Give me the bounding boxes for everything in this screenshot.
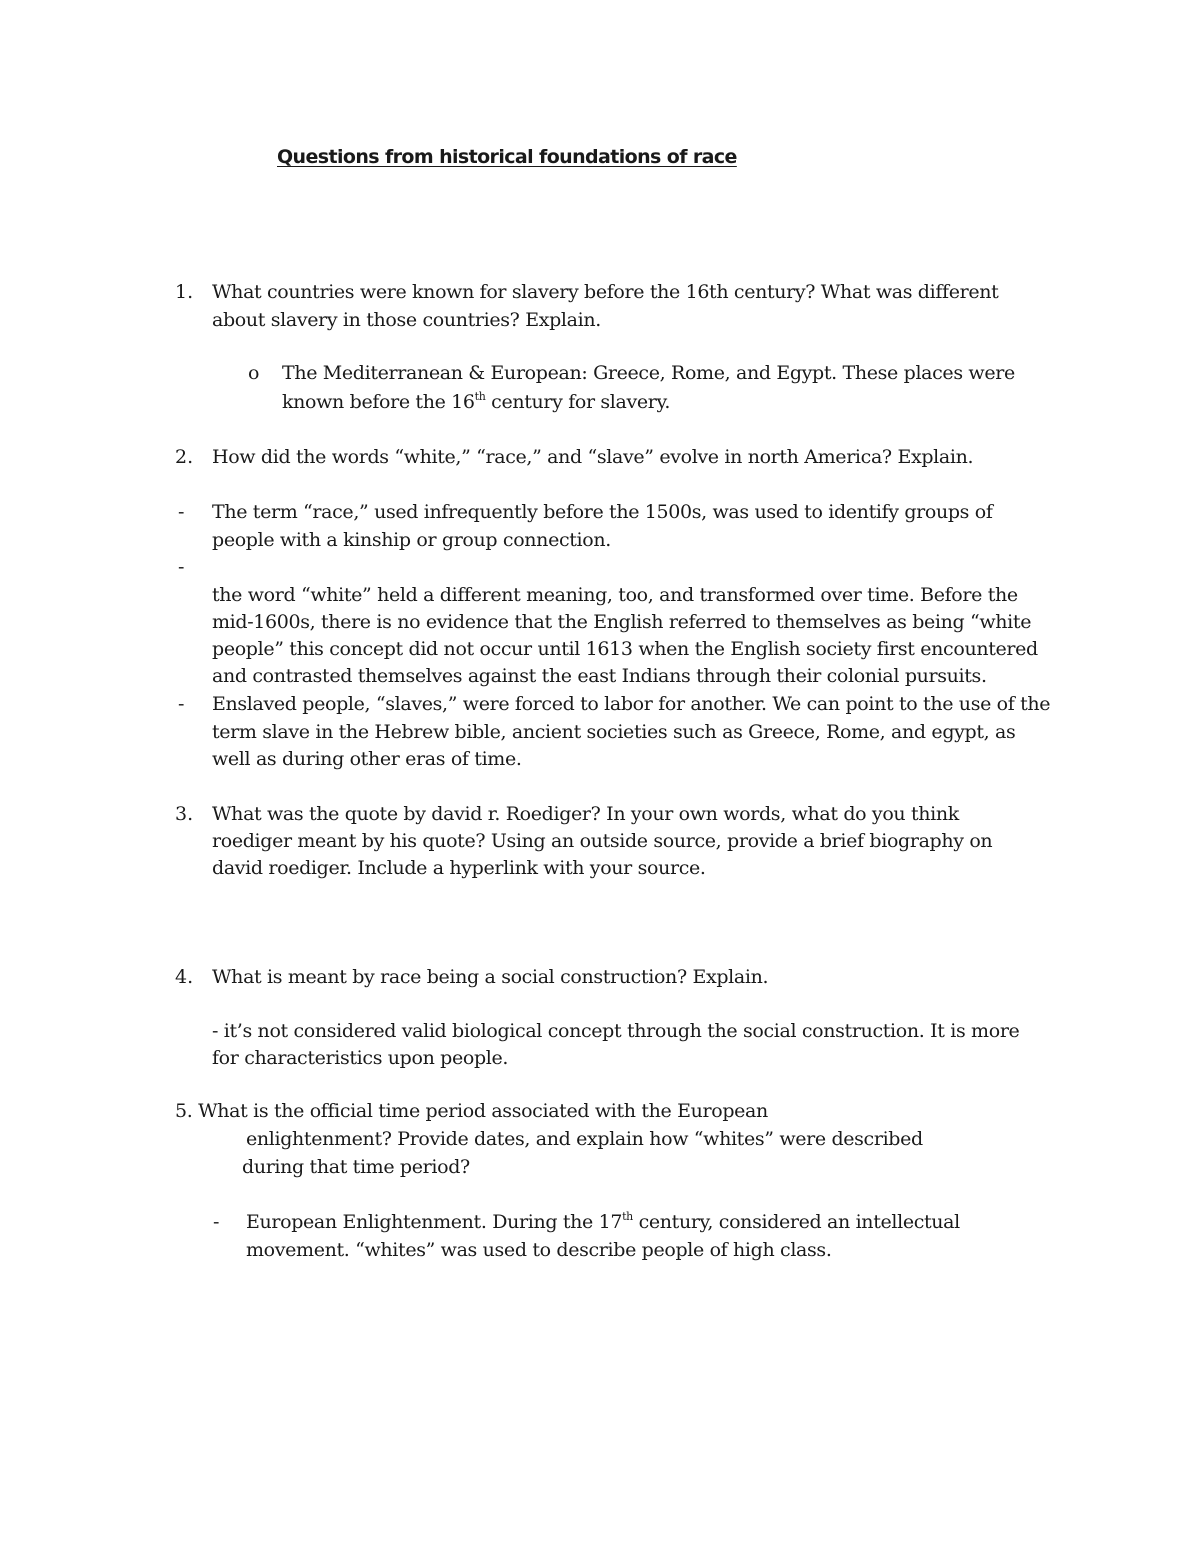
q1-line-2: about slavery in those countries? Explain. [212,309,601,331]
q2-number: 2. [175,446,194,468]
q5-line-3: during that time period? [242,1156,470,1178]
q1-answer-text-b: century for slavery. [485,391,671,413]
q2-answer-2-line-1: the word “white” held a different meaning, too, and transformed over time. Before the [212,584,1018,606]
q1-answer-sup: th [474,390,486,403]
q5-answer-text-b: century, considered an intellectual [632,1211,960,1233]
q5-answer-line-1 [246,1210,960,1233]
q2-answer-2-line-4: and contrasted themselves against the east Indians through their colonial pursuits. [212,665,987,687]
q3-line-1: What was the quote by david r. Roediger? In your own words, what do you think [212,803,959,825]
q2-answer-3-line-2: term slave in the Hebrew bible, ancient societies such as Greece, Rome, and egypt, as [212,721,1016,743]
q2-answer-1-line-2: people with a kinship or group connection. [212,529,611,551]
q2-answer-3-line-3: well as during other eras of time. [212,748,522,770]
q5-answer-line-2: movement. “whites” was used to describe people of high class. [246,1239,832,1261]
q5-line-1: 5. What is the official time period associated with the European [175,1100,768,1122]
q2-answer-3-dash: - [178,693,185,715]
q2-answer-1-dash: - [178,501,185,523]
q2-answer-1-line-1: The term “race,” used infrequently before the 1500s, was used to identify groups of [212,501,993,523]
q5-answer-text-a: European Enlightenment. During the 17 [246,1211,623,1233]
q1-answer-bullet: o [248,362,260,384]
q2-answer-3-line-1: Enslaved people, “slaves,” were forced to labor for another. We can point to the use of the [212,693,1051,715]
q1-answer-text-a: known before the 16 [282,391,475,413]
q3-number: 3. [175,803,194,825]
page-title: Questions from historical foundations of race [277,146,737,168]
q5-line-2: enlightenment? Provide dates, and explain how “whites” were described [246,1128,923,1150]
q2-answer-2-dash: - [178,556,185,578]
q1-line-1: What countries were known for slavery before the 16th century? What was different [212,281,999,303]
q1-answer-line-2 [282,390,671,413]
q3-line-3: david roediger. Include a hyperlink with your source. [212,857,706,879]
q4-line: What is meant by race being a social construction? Explain. [212,966,769,988]
q2-answer-2-line-3: people” this concept did not occur until 1613 when the English society first encountered [212,638,1038,660]
q4-answer-line-2: for characteristics upon people. [212,1047,509,1069]
q3-line-2: roediger meant by his quote? Using an outside source, provide a brief biography on [212,830,993,852]
q1-number: 1. [175,281,194,303]
q5-answer-dash: - [213,1211,220,1233]
q4-answer-line-1: - it’s not considered valid biological concept through the social construction. It is more [212,1020,1020,1042]
q4-number: 4. [175,966,194,988]
q2-answer-2-line-2: mid-1600s, there is no evidence that the English referred to themselves as being “white [212,611,1032,633]
q1-answer-line-1: The Mediterranean & European: Greece, Rome, and Egypt. These places were [282,362,1015,384]
q5-answer-sup: th [622,1210,633,1223]
q2-line: How did the words “white,” “race,” and “slave” evolve in north America? Explain. [212,446,974,468]
